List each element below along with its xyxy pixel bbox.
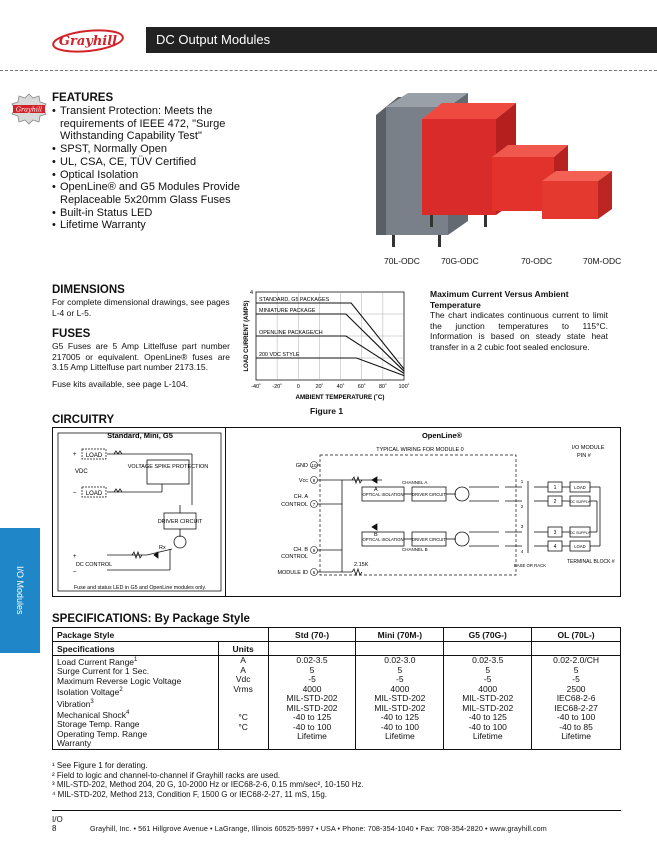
footnote: ⁴ MIL-STD-202, Method 213, Condition F, 1500 G or IEC68-2-27, 11 mS, 15g. bbox=[52, 790, 327, 800]
spec-value: MIL-STD-202 bbox=[374, 693, 426, 703]
svg-text:LOAD: LOAD bbox=[574, 544, 586, 549]
figure-caption: Figure 1 bbox=[310, 406, 344, 416]
spec-unit: °C bbox=[238, 721, 248, 732]
chart-series-label: 200 VDC STYLE bbox=[259, 352, 300, 358]
spec-name: Isolation Voltage$^2$ bbox=[57, 687, 123, 698]
svg-text:DC CONTROL: DC CONTROL bbox=[75, 562, 113, 568]
svg-text:1: 1 bbox=[520, 479, 524, 484]
specs-header-row: Package Style Std (70-) Mini (70M-) G5 (70G-) OL (70L-) bbox=[53, 628, 621, 642]
product-caption: 70L-ODC bbox=[384, 256, 420, 266]
spec-value: -40 to 100 bbox=[556, 712, 596, 722]
side-tab-label: I/O Modules bbox=[15, 566, 25, 615]
specs-heading: SPECIFICATIONS: By Package Style bbox=[52, 613, 250, 625]
spec-value: 5 bbox=[397, 664, 403, 675]
max-current-heading: Maximum Current Versus Ambient Temperature bbox=[430, 289, 569, 310]
svg-text:1: 1 bbox=[553, 485, 557, 491]
spec-value: -40 to 100 bbox=[292, 721, 332, 732]
circuit-left-title: Standard, Mini, G5 bbox=[107, 431, 173, 440]
footer-address: Grayhill, Inc. • 561 Hillgrove Avenue • LaGrange, Illinois 60525-5997 • USA • Phone: 708-354-1040 • Fax: 708-354-2820 • www.grayhill.com bbox=[90, 824, 547, 833]
svg-text:3: 3 bbox=[520, 524, 524, 529]
spec-value: -40 to 125 bbox=[468, 712, 507, 722]
specs-table bbox=[52, 627, 621, 750]
footnote: ¹ See Figure 1 for derating. bbox=[52, 761, 148, 770]
svg-text:–: – bbox=[73, 569, 77, 575]
svg-text:8: 8 bbox=[312, 478, 316, 483]
spec-value: Lifetime bbox=[297, 731, 327, 741]
spec-value: MIL-STD-202 bbox=[374, 702, 426, 713]
spec-unit bbox=[223, 732, 264, 742]
spec-value: -40 to 125 bbox=[292, 712, 332, 722]
spec-value: -5 bbox=[572, 674, 580, 684]
chart-xtick: 60˚ bbox=[357, 384, 366, 390]
svg-text:TYPICAL WIRING FOR MODULE 0: TYPICAL WIRING FOR MODULE 0 bbox=[376, 447, 464, 453]
chart-xtick: 0 bbox=[296, 384, 300, 390]
divider bbox=[0, 70, 657, 71]
section-label: I/O bbox=[52, 815, 63, 824]
chart-xtick: 80˚ bbox=[378, 384, 387, 390]
feature-item: • OpenLine® and G5 Modules Provide Replaceable 5x20mm Glass Fuses bbox=[52, 181, 242, 206]
spec-value: 2500 bbox=[566, 683, 586, 694]
svg-text:9: 9 bbox=[312, 548, 316, 553]
spec-value: -40 to 125 bbox=[380, 712, 420, 722]
footnotes bbox=[52, 761, 612, 800]
spec-name: Vibration$^3$ bbox=[57, 698, 94, 709]
svg-text:CH. B: CH. B bbox=[293, 547, 308, 553]
chart-xlabel: AMBIENT TEMPERATURE (˚C) bbox=[295, 394, 385, 401]
spec-value: 0.02-2.0/CH bbox=[553, 655, 599, 665]
svg-text:VDC: VDC bbox=[75, 469, 88, 475]
specs-body bbox=[53, 656, 621, 750]
spec-name: Maximum Reverse Logic Voltage bbox=[57, 675, 182, 686]
spec-unit: A bbox=[240, 664, 246, 675]
feature-item: • Optical Isolation bbox=[52, 169, 242, 182]
spec-value: 0.02-3.0 bbox=[384, 655, 416, 665]
svg-text:Fuse and status LED in G5 and: Fuse and status LED in G5 and OpenLine modules only. bbox=[73, 585, 207, 591]
warranty-seal-icon bbox=[10, 93, 48, 125]
circuitry-heading: CIRCUITRY bbox=[52, 414, 115, 426]
svg-text:A: A bbox=[374, 487, 378, 493]
chart-xtick: -20˚ bbox=[272, 384, 283, 390]
max-current-text: The chart indicates continuous current to limit the junction temperatures to 115°C. Information is based on steady state heat transfer in a 2 cubic foot sealed enclosure. bbox=[430, 310, 608, 352]
svg-text:CHANNEL A: CHANNEL A bbox=[402, 480, 428, 485]
spec-value: -5 bbox=[308, 674, 316, 684]
svg-text:DC SUPPLY: DC SUPPLY bbox=[569, 531, 591, 535]
spec-value: 5 bbox=[485, 664, 491, 675]
svg-text:CONTROL: CONTROL bbox=[281, 554, 308, 560]
footer-divider bbox=[52, 810, 621, 811]
spec-name: Mechanical Shock$^4$ bbox=[57, 709, 130, 720]
spec-value: 4000 bbox=[478, 683, 498, 694]
svg-text:4: 4 bbox=[520, 549, 524, 554]
chart-series-label: STANDARD, G5 PACKAGES bbox=[259, 297, 330, 303]
spec-value: MIL-STD-202 bbox=[286, 693, 338, 703]
spec-value: 4000 bbox=[390, 683, 410, 694]
svg-text:Vcc: Vcc bbox=[298, 478, 308, 484]
circuit-diagram bbox=[52, 427, 621, 597]
spec-value: 5 bbox=[309, 664, 315, 675]
chart-xtick: 40˚ bbox=[336, 384, 345, 390]
svg-text:CHANNEL B: CHANNEL B bbox=[402, 547, 428, 552]
circuit-right-title: OpenLine® bbox=[421, 431, 463, 440]
spec-value: IEC68-2-27 bbox=[554, 702, 598, 713]
chart-ytick: 4 bbox=[249, 290, 253, 296]
svg-text:DRIVER CIRCUIT: DRIVER CIRCUIT bbox=[412, 537, 446, 542]
svg-text:–: – bbox=[73, 490, 77, 496]
svg-text:GND: GND bbox=[295, 463, 308, 469]
svg-text:Grayhill: Grayhill bbox=[15, 105, 43, 114]
features-heading: FEATURES bbox=[52, 92, 114, 104]
svg-text:LOAD: LOAD bbox=[85, 491, 103, 497]
spec-unit: Vdc bbox=[235, 674, 251, 684]
spec-unit: °C bbox=[238, 712, 248, 722]
feature-item: • SPST, Normally Open bbox=[52, 143, 242, 156]
spec-value: MIL-STD-202 bbox=[462, 693, 514, 703]
svg-text:LOAD: LOAD bbox=[85, 453, 103, 459]
chart-ylabel: LOAD CURRENT (AMPS) bbox=[244, 300, 250, 372]
svg-text:DRIVER CIRCUIT: DRIVER CIRCUIT bbox=[157, 519, 203, 525]
spec-name: Load Current Range$^1$ bbox=[57, 656, 138, 667]
chart-xtick: 20˚ bbox=[315, 384, 324, 390]
svg-text:TERMINAL BLOCK #: TERMINAL BLOCK # bbox=[567, 559, 615, 565]
chart-xtick: -40˚ bbox=[251, 384, 261, 390]
spec-value: 4000 bbox=[302, 683, 322, 694]
product-caption: 70-ODC bbox=[521, 256, 553, 266]
svg-text:2: 2 bbox=[553, 499, 557, 505]
svg-text:+: + bbox=[73, 452, 77, 458]
svg-text:I/O MODULE: I/O MODULE bbox=[572, 445, 605, 451]
feature-item: • Built-in Status LED bbox=[52, 207, 242, 220]
svg-text:+: + bbox=[73, 554, 77, 560]
chart-series-label: MINIATURE PACKAGE bbox=[259, 308, 316, 314]
dimensions-text: For complete dimensional drawings, see pages L-4 or L-5. bbox=[52, 297, 230, 318]
fuses-text: G5 Fuses are 5 Amp Littelfuse part number 217005 or equivalent. OpenLine® fuses are 3.15 Amp Littelfuse part number 2173.15. bbox=[52, 341, 230, 372]
grayhill-logo bbox=[52, 28, 124, 54]
product-caption: 70G-ODC bbox=[441, 256, 479, 266]
product-photo bbox=[368, 85, 636, 255]
feature-item: • UL, CSA, CE, TÜV Certified bbox=[52, 156, 242, 169]
spec-value: Lifetime bbox=[384, 731, 415, 741]
spec-name: Warranty bbox=[57, 738, 92, 749]
svg-text:DRIVER CIRCUIT: DRIVER CIRCUIT bbox=[412, 492, 446, 497]
spec-value: -40 to 100 bbox=[380, 721, 420, 732]
svg-text:BASE OR RACK: BASE OR RACK bbox=[513, 563, 547, 568]
svg-text:LOAD: LOAD bbox=[574, 485, 586, 490]
svg-text:CH. A: CH. A bbox=[293, 494, 308, 500]
footnote: ³ MIL-STD-202, Method 204, 20 G, 10-2000 Hz or IEC68-2-6, 0.15 mm/sec², 10-150 Hz. bbox=[52, 780, 364, 790]
chart-series-label: OPENLINE PACKAGE/CH bbox=[259, 330, 323, 336]
spec-unit: A bbox=[240, 655, 246, 665]
spec-value: -5 bbox=[483, 674, 492, 684]
spec-value: -40 to 85 bbox=[559, 721, 593, 732]
feature-item: • Transient Protection: Meets the requirements of IEEE 472, "Surge Withstanding Capability Test" bbox=[52, 105, 242, 143]
spec-value: 0.02-3.5 bbox=[296, 655, 328, 665]
spec-value: MIL-STD-202 bbox=[286, 702, 338, 713]
svg-text:2: 2 bbox=[520, 504, 524, 509]
svg-text:2.15K: 2.15K bbox=[354, 562, 369, 568]
spec-value: IEC68-2-6 bbox=[556, 693, 596, 703]
svg-text:Rx: Rx bbox=[159, 545, 166, 551]
spec-name: Operating Temp. Range bbox=[57, 728, 148, 739]
footnote: ² Field to logic and channel-to-channel if Grayhill racks are used. bbox=[52, 770, 281, 780]
svg-text:OPTICAL ISOLATION: OPTICAL ISOLATION bbox=[362, 492, 404, 497]
svg-text:7: 7 bbox=[312, 502, 316, 507]
svg-text:OPTICAL ISOLATION: OPTICAL ISOLATION bbox=[362, 537, 404, 542]
svg-text:4: 4 bbox=[553, 544, 557, 550]
svg-text:10: 10 bbox=[311, 463, 317, 468]
page-title: DC Output Modules bbox=[146, 27, 657, 53]
spec-name: Surge Current for 1 Sec. bbox=[57, 666, 150, 677]
spec-value: 0.02-3.5 bbox=[472, 655, 504, 665]
svg-text:CONTROL: CONTROL bbox=[281, 502, 308, 508]
spec-value: -40 to 100 bbox=[468, 721, 507, 732]
spec-value: 5 bbox=[573, 664, 579, 675]
features-list bbox=[52, 105, 242, 232]
svg-text:VOLTAGE SPIKE PROTECTION: VOLTAGE SPIKE PROTECTION bbox=[127, 464, 209, 470]
spec-value: -5 bbox=[396, 674, 404, 684]
svg-text:MODULE ID: MODULE ID bbox=[277, 570, 308, 576]
feature-item: • Lifetime Warranty bbox=[52, 219, 242, 232]
dimensions-heading: DIMENSIONS bbox=[52, 284, 125, 296]
svg-text:3: 3 bbox=[553, 530, 557, 536]
derating-chart bbox=[238, 284, 428, 406]
spec-value: Lifetime bbox=[561, 731, 591, 741]
spec-value: MIL-STD-202 bbox=[462, 702, 514, 713]
spec-unit: Vrms bbox=[233, 683, 253, 694]
spec-name: Storage Temp. Range bbox=[57, 719, 140, 730]
svg-text:DC SUPPLY: DC SUPPLY bbox=[569, 500, 591, 504]
product-caption: 70M-ODC bbox=[583, 256, 622, 266]
svg-text:B: B bbox=[374, 532, 378, 538]
svg-text:6: 6 bbox=[312, 570, 316, 575]
fuses-heading: FUSES bbox=[52, 328, 91, 340]
specs-subheader-row: Specifications Units bbox=[53, 642, 621, 656]
spec-value: Lifetime bbox=[472, 731, 503, 741]
fuse-kit-note: Fuse kits available, see page L-104. bbox=[52, 379, 189, 389]
svg-text:PIN #: PIN # bbox=[577, 453, 591, 459]
page-number: 8 bbox=[52, 824, 57, 833]
svg-text:Grayhill: Grayhill bbox=[58, 34, 118, 49]
chart-xtick: 100˚ bbox=[398, 384, 410, 390]
